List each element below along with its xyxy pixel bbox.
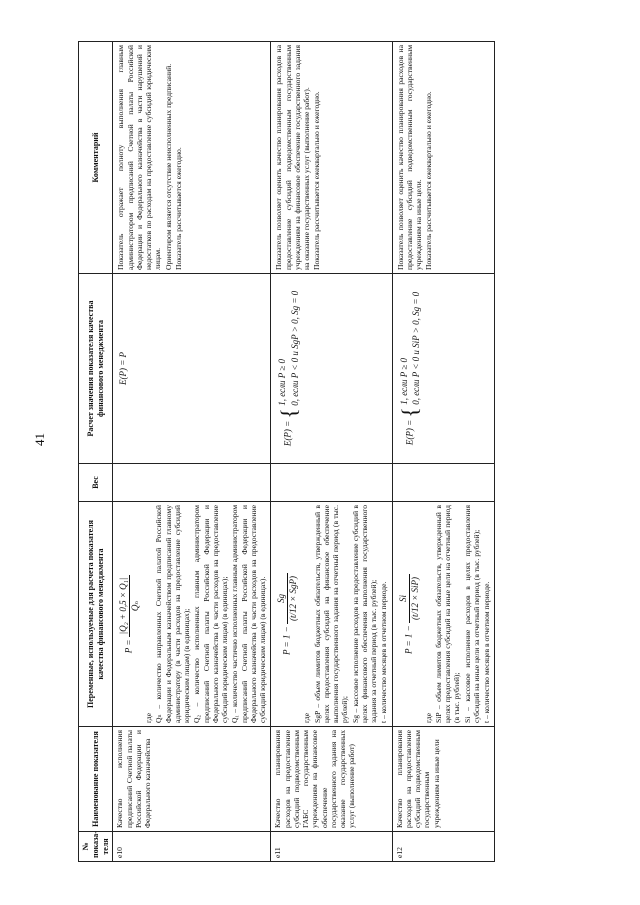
row-comment <box>113 42 271 274</box>
var-desc: Q₁ – количество частично исполненных главным администратором предписаний Счетной палаты Российской Федерации и Федерального казначейства (в части расходов на предоставление субсидий юридическим лицам) (в единицах). <box>230 505 268 723</box>
comment-text: Показатель рассчитывается ежегодно. <box>173 147 183 270</box>
var-desc: t – количество месяцев в отчетном периоде. <box>482 581 492 723</box>
row-name: Качество исполнения предписаний Счетной палаты Российской Федерации и Федерального казначейства <box>113 727 271 832</box>
indicators-table <box>78 41 495 862</box>
where-label: где <box>302 713 312 723</box>
var-desc: SgP – объем лимитов бюджетных обязательств, утвержденный в целях предоставления субсидий на финансовое обеспечение выполнения государственного задания на отчетный период (в тыс. рублей); <box>312 505 350 723</box>
table-header-row <box>79 42 113 862</box>
comment-text: Показатель отражает полноту выполнения главным администратором предписаний Счетной палаты Российской Федерации и Федерального казначейства в части нарушений и недостатков по расходам на предоставление субсидий юридическим лицам. <box>116 45 163 270</box>
brace-icon: { <box>276 408 302 419</box>
var-desc: Q₂ – количество исполненных главным администратором предписаний Счетной палаты Российской Федерации и Федерального казначейства (в части расходов на предоставление субсидий юридическим лицам) (в единицах); <box>192 505 230 723</box>
calc-cases: 1, если P ≥ 0 0, если P < 0 и SgP > 0, Sg = 0 <box>277 290 301 406</box>
header-name: Наименование показателя <box>79 727 113 832</box>
page-number: 41 <box>32 433 47 446</box>
var-desc: Qₙ – количество направленных Счетной палатой Российской Федерации и Федеральным казначейством предписаний главному администратору (в части расходов на предоставление субсидий юридическим лицам) (в единицах); <box>154 505 192 723</box>
comment-text: Показатель рассчитывается ежеквартально и ежегодно. <box>424 91 434 270</box>
formula-fraction: Si (t/12 × SiP) <box>398 574 421 623</box>
row-vars <box>392 502 495 727</box>
row-num: e11 <box>271 832 392 862</box>
row-num: e10 <box>113 832 271 862</box>
brace-icon: { <box>397 407 423 418</box>
comment-text: Показатель рассчитывается ежеквартально и ежегодно. <box>312 91 322 270</box>
header-vars: Переменные, используемые для расчета показателя качества финансового менеджмента <box>79 502 113 727</box>
var-desc: t – количество месяцев в отчетном периоде. <box>379 581 389 723</box>
header-comment: Комментарий <box>79 42 113 274</box>
table-row <box>271 42 392 862</box>
rotated-table-container <box>78 42 618 862</box>
formula: P = 1 − Si (t/12 × SiP) <box>398 505 421 723</box>
var-desc: SiP – объем лимитов бюджетных обязательств, утвержденный в целях предоставления субсидий на иные цели на отчетный период (в тыс. рублей); <box>433 505 462 723</box>
row-name: Качество планирования расходов на предоставление субсидий подведомственным ГАБС государственным учреждениям на финансовое обеспечение государственного задания на оказание государственных услуг (выполнение работ) <box>271 727 392 832</box>
calc-formula: E(P) = P <box>118 351 129 386</box>
formula-fraction: Sg (t/12 × SgP) <box>276 573 299 624</box>
row-calc <box>113 274 271 464</box>
header-weight: Вес <box>79 464 113 502</box>
row-weight <box>113 464 271 502</box>
row-comment <box>392 42 495 274</box>
where-label: где <box>144 713 154 723</box>
comment-text: Показатель позволяет оценить качество планирования расходов на предоставление субсидий подведомственным государственным учреждениям на финансовое обеспечение государственного задания на оказание государственных услуг (выполнение работ). <box>274 45 312 270</box>
row-calc <box>271 274 392 464</box>
formula-fraction: |Q₂ + 0,5 × Q₁| Qₙ <box>118 575 141 638</box>
header-calc: Расчет значения показателя качества финансового менеджмента <box>79 274 113 464</box>
header-num: № показа-теля <box>79 832 113 862</box>
calc-formula: E(P) = { 1, если P ≥ 0 0, если P < 0 и SgP > 0, Sg = 0 <box>276 290 302 447</box>
row-vars <box>113 502 271 727</box>
where-label: где <box>423 713 433 723</box>
row-weight <box>271 464 392 502</box>
row-weight <box>392 464 495 502</box>
var-desc: Si – кассовое исполнение расходов в целях предоставления субсидий на иные цели за отчетный период (в тыс. рублей); <box>462 505 481 723</box>
table-row <box>113 42 271 862</box>
formula: P = |Q₂ + 0,5 × Q₁| Qₙ <box>118 505 141 723</box>
row-name: Качество планирования расходов на предоставление субсидий подведомственным государственным учреждениям на иные цели <box>392 727 495 832</box>
row-comment <box>271 42 392 274</box>
row-num: e12 <box>392 832 495 862</box>
comment-text: Показатель позволяет оценить качество планирования расходов на предоставление субсидий подведомственным государственным учреждениям на иные цели. <box>395 45 424 270</box>
comment-text: Ориентиром является отсутствие неисполненных предписаний. <box>163 63 173 270</box>
calc-cases: 1, если P ≥ 0 0, если P < 0 и SiP > 0, Sg = 0 <box>398 291 422 405</box>
table-row <box>392 42 495 862</box>
calc-formula: E(P) = { 1, если P ≥ 0 0, если P < 0 и SiP > 0, Sg = 0 <box>397 291 423 446</box>
var-desc: Sg – кассовое исполнение расходов на предоставление субсидий в целях финансового обеспечения выполнения государственного задания за отчетный период (в тыс. рублей); <box>350 505 379 723</box>
row-calc <box>392 274 495 464</box>
row-vars <box>271 502 392 727</box>
formula: P = 1 − Sg (t/12 × SgP) <box>276 505 299 723</box>
